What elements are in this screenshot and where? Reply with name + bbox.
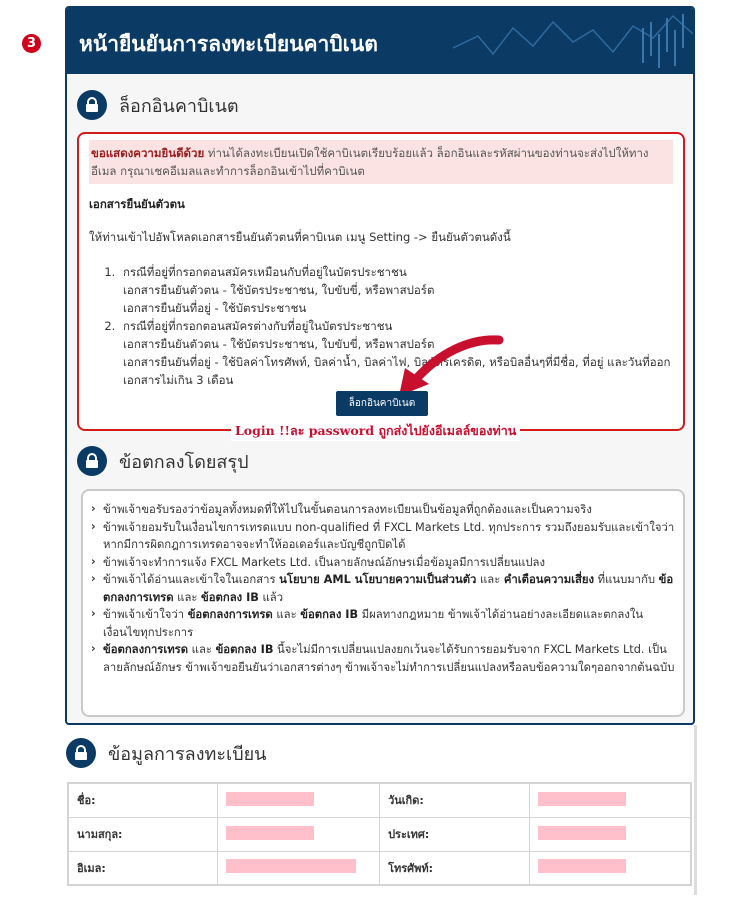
lock-icon [77, 90, 107, 120]
field-label: วันเกิด: [380, 783, 530, 817]
item-text: และ [272, 608, 301, 621]
login-note: Login !!ละ password ถูกส่งไปยังอีเมลล์ของท่าน [231, 421, 520, 441]
field-value [218, 783, 380, 817]
card-header [67, 8, 693, 74]
redacted-value [538, 792, 626, 806]
ib-agreement-link[interactable]: ข้อตกลง IB [300, 608, 359, 621]
registration-section-title [66, 738, 266, 768]
redacted-value [226, 859, 356, 873]
list-item [119, 263, 673, 317]
page-title: หน้ายืนยันการลงทะเบียนคาบิเนต [79, 32, 378, 56]
ib-agreement-link[interactable]: ข้อตกลง IB [201, 590, 259, 604]
field-label: อิเมล: [68, 851, 218, 885]
redacted-value [226, 826, 314, 840]
table-row [68, 783, 691, 817]
case-heading: 2. กรณีที่อยู่ที่กรอกตอนสมัครต่างกับที่อยู่ในบัตรประชาชน [123, 319, 393, 333]
case-line: เอกสารยืนยันตัวตน - ใช้บัตรประชาชน, ใบขับขี่, หรือพาสปอร์ต [123, 283, 435, 297]
redacted-value [538, 826, 626, 840]
redacted-value [226, 792, 314, 806]
item-text: แล้ว [258, 590, 284, 604]
section-label: ข้อมูลการลงทะเบียน [108, 743, 267, 765]
item-text: ข้าพเจ้ายอมรับในเงื่อนไขการเทรดแบบ non-qualified ที่ FXCL Markets Ltd. ทุกประการ รวมถึงยอมรับและเข้าใจว่าหากมีการผิดกฎการเทรดอาจจะทำให้ออเดอร์และบัญชีถูกปิดได้ [103, 520, 675, 551]
agreement-box [81, 489, 685, 717]
list-item [91, 501, 675, 519]
confirmation-card [65, 6, 695, 725]
item-text: นี้จะไม่มีการเปลี่ยนแปลงยกเว้นจะได้รับการยอมรับจาก FXCL Markets Ltd. เป็นลายลักษณ์อักษร ข้าพเจ้าขอยืนยันว่าเอกสารต่างๆ ข้าพเจ้าจะไม่ทำการเปลี่ยนแปลงหรือลบข้อความใดๆออกจากต้นฉบับ [103, 643, 675, 674]
login-section-title [77, 90, 239, 120]
congrats-bold: ขอแสดงความยินดีด้วย [91, 146, 205, 160]
chart-decoration [433, 8, 693, 74]
item-text: ข้าพเจ้าเข้าใจว่า [103, 608, 188, 621]
registration-table [67, 782, 692, 886]
section-label: ข้อตกลงโดยสรุป [119, 451, 249, 473]
list-item [91, 519, 675, 554]
table-row [68, 817, 691, 851]
ib-agreement-link[interactable]: ข้อตกลง IB [215, 643, 274, 656]
field-label: นามสกุล: [68, 817, 218, 851]
agreement-section-title [77, 446, 249, 476]
item-text: ข้าพเจ้าจะทำการแจ้ง FXCL Markets Ltd. เป็นลายลักษณ์อักษรเมื่อข้อมูลมีการเปลี่ยนแปลง [103, 555, 545, 569]
item-text: และ [173, 590, 202, 604]
trading-agreement-link[interactable]: ข้อตกลงการเทรด [103, 643, 189, 656]
redacted-value [538, 859, 626, 873]
case-line: เอกสารยืนยันที่อยู่ - ใช้บัตรประชาชน [123, 301, 307, 315]
lock-icon [66, 738, 96, 768]
case-heading: 1. กรณีที่อยู่ที่กรอกตอนสมัครเหมือนกับที่อยู่ในบัตรประชาชน [123, 265, 407, 279]
field-value [529, 817, 691, 851]
risk-warning-link[interactable]: คำเตือนความเสี่ยง [503, 573, 595, 586]
case-line: เอกสารยืนยันที่อยู่ - ใช้บิลค่าโทรศัพท์, บิลค่าน้ำ, บิลค่าไฟ, บิลบัตรเครดิต, หรือบิลอื่นๆที่มีชื่อ, ที่อยู่ และวันที่ออกเอกสารไม่เกิน 3 เดือน [123, 355, 671, 387]
section-label: ล็อกอินคาบิเนต [119, 95, 239, 117]
field-value [218, 817, 380, 851]
table-row [68, 851, 691, 885]
field-value [529, 851, 691, 885]
item-text: และ [188, 643, 216, 656]
trading-agreement-link[interactable]: ข้อตกลงการเทรด [187, 608, 273, 621]
field-label: ประเทศ: [380, 817, 530, 851]
aml-policy-link[interactable]: นโยบาย AML นโยบายความเป็นส่วนตัว [279, 573, 477, 586]
divider [694, 725, 697, 895]
congrats-text: ท่านได้ลงทะเบียนเปิดใช้คาบิเนตเรียบร้อยแล้ว ล็อกอินและรหัสผ่านของท่านจะส่งไปให้ทางอีเมล กรุณาเชคอีเมลและทำการล็อกอินเข้าไปที่คาบิเนต [91, 146, 649, 178]
congrats-message [89, 140, 673, 184]
field-label: ชื่อ: [68, 783, 218, 817]
login-info-box [77, 132, 685, 438]
item-text: ที่แนบมากับ [594, 573, 659, 586]
case-line: เอกสารยืนยันตัวตน - ใช้บัตรประชาชน, ใบขับขี่, หรือพาสปอร์ต [123, 337, 435, 351]
item-text: ข้าพเจ้าได้อ่านและเข้าใจในเอกสาร [103, 573, 280, 586]
doc-title: เอกสารยืนยันตัวตน [89, 197, 185, 211]
trading-agreement-link[interactable]: ข้อตกลงการเทรด [103, 573, 674, 604]
field-value [529, 783, 691, 817]
field-label: โทรศัพท์: [380, 851, 530, 885]
step-badge: 3 [22, 34, 41, 53]
list-item [91, 554, 675, 572]
item-text: ข้าพเจ้าขอรับรองว่าข้อมูลทั้งหมดที่ให้ไปในขั้นตอนการลงทะเบียนเป็นข้อมูลที่ถูกต้องและเป็นความจริง [103, 503, 592, 516]
list-item [91, 606, 675, 641]
field-value [218, 851, 380, 885]
doc-intro: ให้ท่านเข้าไปอัพโหลดเอกสารยืนยันตัวตนที่คาบิเนต เมนู Setting -> ยืนยันตัวตนดังนี้ [89, 230, 511, 244]
item-text: และ [476, 573, 504, 586]
login-cabinet-button[interactable]: ล็อกอินคาบิเนต [336, 391, 428, 416]
list-item [91, 641, 675, 676]
item-text: มีผลทางกฎหมาย ข้าพเจ้าได้อ่านอย่างละเอียดและตกลงในเงื่อนไขทุกประการ [103, 608, 644, 639]
lock-icon [77, 446, 107, 476]
list-item [91, 571, 675, 606]
